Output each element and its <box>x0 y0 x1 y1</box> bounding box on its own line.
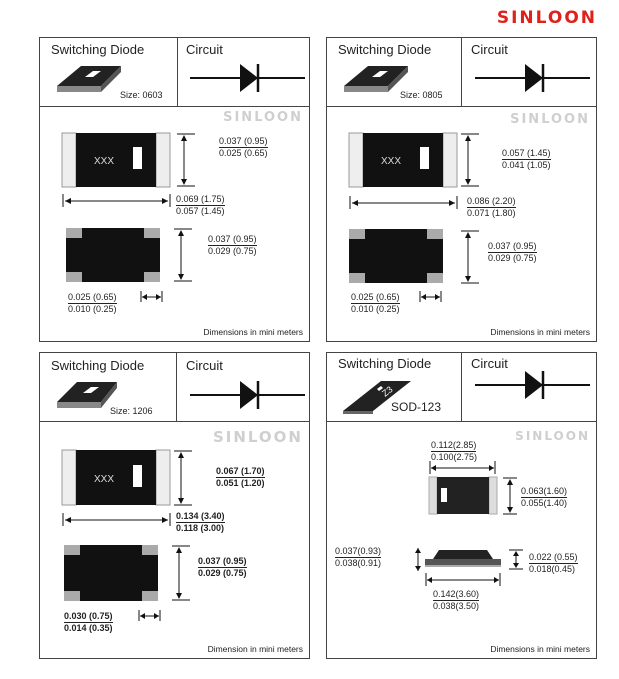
dim-width: 0.067 (1.70) 0.051 (1.20) <box>216 466 265 488</box>
watermark: SINLOON <box>223 110 303 125</box>
height-arrow-icon <box>177 133 197 187</box>
watermark: SINLOON <box>510 112 590 127</box>
marking-text: XXX <box>94 156 115 167</box>
header-divider <box>176 353 177 421</box>
pad-height-arrow-icon <box>461 230 481 284</box>
watermark: SINLOON <box>212 428 303 446</box>
dim-overall-length: 0.142(3.60) 0.038(3.50) <box>433 589 480 611</box>
dim-pad-height: 0.037 (0.95) 0.029 (0.75) <box>198 556 247 578</box>
diode-symbol-icon <box>475 367 590 403</box>
diode-symbol-icon <box>475 60 590 96</box>
pad-width-arrow-icon <box>419 291 443 303</box>
overall-length-arrow-icon <box>425 573 505 587</box>
height-arrow-icon <box>461 133 481 187</box>
bottom-view-drawing <box>66 228 160 282</box>
dim-body-length: 0.112(2.85) 0.100(2.75) <box>431 440 478 462</box>
panel-0805 <box>326 37 597 342</box>
dim-side-height: 0.022 (0.55) 0.018(0.45) <box>529 552 578 574</box>
diode-symbol-icon <box>190 60 305 96</box>
circuit-label: Circuit <box>186 358 223 373</box>
circuit-label: Circuit <box>471 42 508 57</box>
dim-width: 0.057 (1.45) 0.041 (1.05) <box>502 148 551 170</box>
panel-0603 <box>39 37 310 342</box>
units-note: Dimensions in mini meters <box>490 327 590 337</box>
dim-pad-width: 0.030 (0.75) 0.014 (0.35) <box>64 611 113 633</box>
dim-pad-height: 0.037 (0.95) 0.029 (0.75) <box>488 241 537 263</box>
body-length-arrow-icon <box>429 461 499 475</box>
pad-width-arrow-icon <box>138 610 162 622</box>
side-height-arrow-icon <box>509 549 525 571</box>
diode-symbol-icon <box>190 377 305 413</box>
top-view-drawing <box>62 133 172 188</box>
panel-title: Switching Diode <box>51 358 145 373</box>
panel-header <box>327 353 596 422</box>
circuit-label: Circuit <box>471 356 508 371</box>
top-view-drawing <box>349 133 459 188</box>
brand-logo: SINLOON <box>496 8 597 28</box>
dim-pad-height: 0.037 (0.95) 0.029 (0.75) <box>208 234 257 256</box>
package-size-label: Size: 0603 <box>120 90 163 100</box>
watermark: SINLOON <box>515 429 590 443</box>
header-divider <box>461 38 462 106</box>
panel-header <box>40 353 309 422</box>
length-arrow-icon <box>349 196 461 210</box>
pad-height-arrow-icon <box>174 228 194 282</box>
pad-width-arrow-icon <box>140 291 164 303</box>
panel-title: Switching Diode <box>338 42 432 57</box>
marking-text: Z3 <box>380 384 395 399</box>
panel-title: Switching Diode <box>338 356 432 371</box>
height-arrow-icon <box>174 450 194 506</box>
circuit-label: Circuit <box>186 42 223 57</box>
pad-height-arrow-icon <box>172 545 192 601</box>
units-note: Dimensions in mini meters <box>490 644 590 654</box>
top-view-drawing <box>62 450 172 506</box>
body-width-arrow-icon <box>503 477 519 515</box>
dim-width: 0.037 (0.95) 0.025 (0.65) <box>219 136 268 158</box>
length-arrow-icon <box>62 513 174 527</box>
sod123-top-view <box>429 477 499 515</box>
dim-pad-width: 0.025 (0.65) 0.010 (0.25) <box>68 292 117 314</box>
panel-1206 <box>39 352 310 659</box>
sod123-side-view <box>425 549 501 569</box>
panel-sod123 <box>326 352 597 659</box>
panel-header <box>40 38 309 107</box>
marking-text: XXX <box>381 156 402 167</box>
package-size-label: Size: 1206 <box>110 406 153 416</box>
panel-title: Switching Diode <box>51 42 145 57</box>
bottom-view-drawing <box>349 229 443 283</box>
package-size-label: Size: 0805 <box>400 90 443 100</box>
units-note: Dimension in mini meters <box>207 644 303 654</box>
bottom-view-drawing <box>64 545 158 601</box>
units-note: Dimensions in mini meters <box>203 327 303 337</box>
dim-length: 0.086 (2.20) 0.071 (1.80) <box>467 196 516 218</box>
length-arrow-icon <box>62 194 174 208</box>
header-divider <box>177 38 178 106</box>
marking-text: XXX <box>94 474 115 485</box>
header-divider <box>461 353 462 421</box>
dim-length: 0.069 (1.75) 0.057 (1.45) <box>176 194 225 216</box>
dim-length: 0.134 (3.40) 0.118 (3.00) <box>176 511 225 533</box>
dim-lead-width: 0.037(0.93) 0.038(0.91) <box>335 546 382 568</box>
package-size-label: SOD-123 <box>391 400 442 414</box>
dim-pad-width: 0.025 (0.65) 0.010 (0.25) <box>351 292 400 314</box>
dim-body-width: 0.063(1.60) 0.055(1.40) <box>521 486 568 508</box>
panel-header <box>327 38 596 107</box>
